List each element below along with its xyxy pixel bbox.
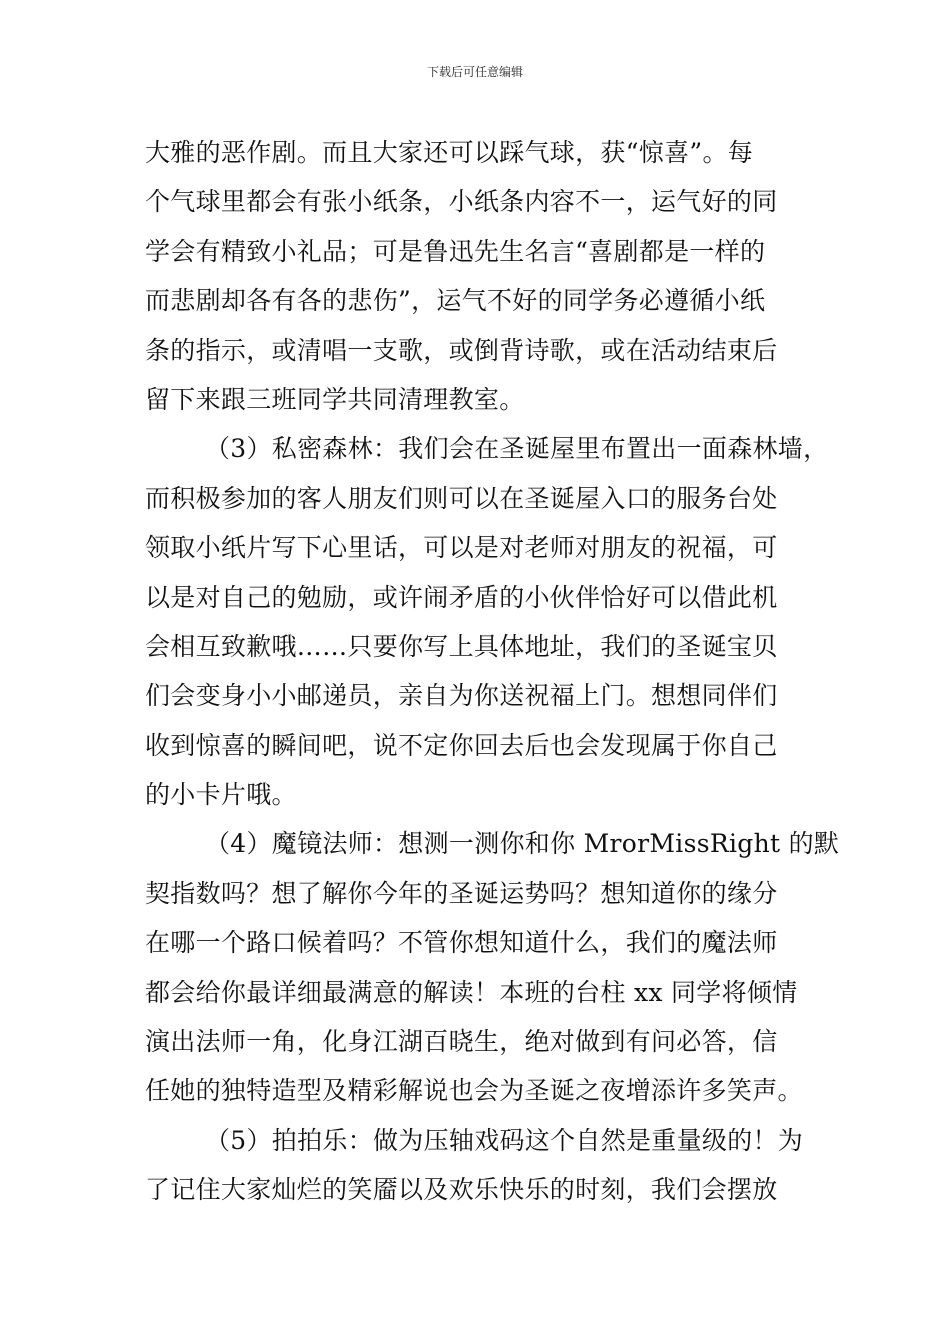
text-line: 而悲剧却各有各的悲伤”，运气不好的同学务必遵循小纸 (145, 286, 766, 316)
text-line: 条的指示，或清唱一支歌，或倒背诗歌，或在活动结束后 (145, 335, 778, 365)
text-line: 个气球里都会有张小纸条，小纸条内容不一，运气好的同 (145, 187, 778, 217)
text-line: 收到惊喜的瞬间吧，说不定你回去后也会发现属于你自己 (145, 730, 778, 760)
page-header: 下载后可任意编辑 (426, 65, 523, 79)
text-line: 任她的独特造型及精彩解说也会为圣诞之夜增添许多笑声。 (145, 1076, 803, 1106)
text-line: 而积极参加的客人朋友们则可以在圣诞屋入口的服务台处 (145, 483, 778, 513)
document-body (145, 128, 840, 1215)
text-line: 大雅的恶作剧。而且大家还可以踩气球，获“惊喜”。每 (145, 138, 754, 167)
text-line: 在哪一个路口候着吗？不管你想知道什么，我们的魔法师 (145, 928, 778, 958)
text-line: 以是对自己的勉励，或许闹矛盾的小伙伴恰好可以借此机 (145, 582, 778, 612)
text-line: 会相互致歉哦……只要你写上具体地址，我们的圣诞宝贝 (145, 631, 778, 661)
paragraph-heading-5: （5）拍拍乐：做为压轴戏码这个自然是重量级的！为 (205, 1125, 804, 1155)
text-line: 契指数吗？想了解你今年的圣诞运势吗？想知道你的缘分 (145, 878, 778, 908)
text-line: 领取小纸片写下心里话，可以是对老师对朋友的祝福，可 (145, 533, 778, 563)
text-line: 都会给你最详细最满意的解读！本班的台柱 xx 同学将倾情 (145, 977, 798, 1007)
text-line: 演出法师一角，化身江湖百晓生，绝对做到有问必答，信 (145, 1027, 778, 1057)
text-line: 留下来跟三班同学共同清理教室。 (145, 384, 525, 414)
text-line: 学会有精致小礼品；可是鲁迅先生名言“喜剧都是一样的 (145, 236, 766, 266)
paragraph-heading-3: （3）私密森林：我们会在圣诞屋里布置出一面森林墙， (205, 434, 829, 464)
text-line: 了记住大家灿烂的笑靥以及欢乐快乐的时刻，我们会摆放 (145, 1175, 778, 1205)
text-line: 们会变身小小邮递员，亲自为你送祝福上门。想想同伴们 (145, 681, 778, 711)
text-line: 的小卡片哦。 (145, 780, 297, 810)
paragraph-heading-4: （4）魔镜法师：想测一测你和你 MrorMissRight 的默 (205, 829, 840, 859)
